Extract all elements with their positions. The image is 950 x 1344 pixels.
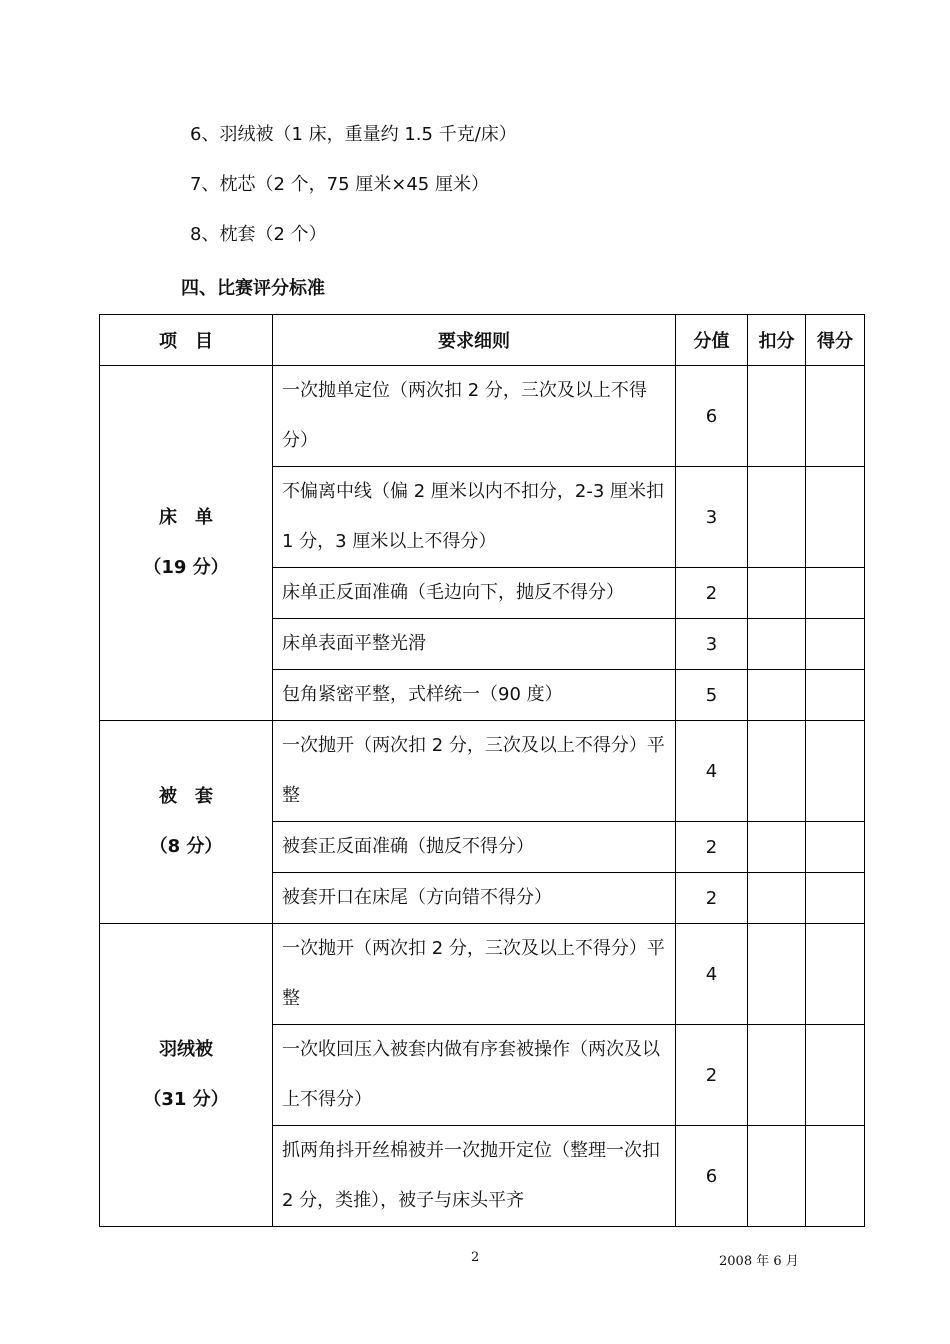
requirement-cell: 被套正反面准确（抛反不得分）	[273, 822, 676, 873]
requirement-cell: 一次抛单定位（两次扣 2 分，三次及以上不得分）	[273, 366, 676, 467]
group-name: 羽绒被	[159, 1039, 213, 1060]
score-cell: 3	[676, 467, 748, 568]
score-cell: 6	[676, 366, 748, 467]
result-cell	[806, 924, 865, 1025]
result-cell	[806, 873, 865, 924]
group-points: （19 分）	[143, 557, 229, 578]
score-cell: 2	[676, 873, 748, 924]
requirement-cell: 抓两角抖开丝棉被并一次抛开定位（整理一次扣 2 分，类推），被子与床头平齐	[273, 1126, 676, 1227]
requirement-cell: 被套开口在床尾（方向错不得分）	[273, 873, 676, 924]
table-header-row	[100, 315, 865, 366]
deduction-cell	[748, 366, 806, 467]
result-cell	[806, 619, 865, 670]
requirement-cell: 床单表面平整光滑	[273, 619, 676, 670]
score-cell: 6	[676, 1126, 748, 1227]
group-cell-cover	[100, 721, 273, 924]
footer-date: 2008 年 6 月	[719, 1254, 799, 1269]
result-cell	[806, 822, 865, 873]
header-requirement: 要求细则	[273, 315, 676, 366]
table-row	[100, 924, 865, 1025]
requirement-cell: 一次收回压入被套内做有序套被操作（两次及以上不得分）	[273, 1025, 676, 1126]
scoring-table	[99, 314, 865, 1227]
requirement-cell: 一次抛开（两次扣 2 分，三次及以上不得分）平整	[273, 924, 676, 1025]
result-cell	[806, 1025, 865, 1126]
list-item: 7、枕芯（2 个，75 厘米×45 厘米）	[190, 174, 489, 195]
requirement-cell: 包角紧密平整，式样统一（90 度）	[273, 670, 676, 721]
group-points: （8 分）	[149, 836, 223, 857]
score-cell: 2	[676, 1025, 748, 1126]
deduction-cell	[748, 670, 806, 721]
deduction-cell	[748, 619, 806, 670]
group-cell-sheet	[100, 366, 273, 721]
section-heading: 四、比赛评分标准	[181, 278, 325, 299]
deduction-cell	[748, 467, 806, 568]
deduction-cell	[748, 924, 806, 1025]
header-score: 分值	[676, 315, 748, 366]
header-result: 得分	[806, 315, 865, 366]
group-name: 被 套	[159, 786, 213, 807]
score-cell: 4	[676, 721, 748, 822]
list-item: 8、枕套（2 个）	[190, 224, 327, 245]
group-name: 床 单	[159, 507, 213, 528]
deduction-cell	[748, 721, 806, 822]
result-cell	[806, 467, 865, 568]
requirement-cell: 床单正反面准确（毛边向下，抛反不得分）	[273, 568, 676, 619]
materials-list	[190, 124, 517, 274]
score-cell: 4	[676, 924, 748, 1025]
deduction-cell	[748, 1025, 806, 1126]
result-cell	[806, 1126, 865, 1227]
result-cell	[806, 568, 865, 619]
requirement-cell: 一次抛开（两次扣 2 分，三次及以上不得分）平整	[273, 721, 676, 822]
group-points: （31 分）	[143, 1089, 229, 1110]
deduction-cell	[748, 568, 806, 619]
deduction-cell	[748, 873, 806, 924]
result-cell	[806, 670, 865, 721]
header-item: 项 目	[100, 315, 273, 366]
list-item: 6、羽绒被（1 床，重量约 1.5 千克/床）	[190, 124, 517, 145]
score-cell: 2	[676, 822, 748, 873]
deduction-cell	[748, 1126, 806, 1227]
score-cell: 5	[676, 670, 748, 721]
table-row	[100, 366, 865, 467]
requirement-cell: 不偏离中线（偏 2 厘米以内不扣分，2-3 厘米扣 1 分，3 厘米以上不得分）	[273, 467, 676, 568]
result-cell	[806, 721, 865, 822]
result-cell	[806, 366, 865, 467]
page-number: 2	[471, 1250, 480, 1265]
header-deduction: 扣分	[748, 315, 806, 366]
score-cell: 3	[676, 619, 748, 670]
group-cell-duvet	[100, 924, 273, 1227]
table-row	[100, 721, 865, 822]
deduction-cell	[748, 822, 806, 873]
score-cell: 2	[676, 568, 748, 619]
